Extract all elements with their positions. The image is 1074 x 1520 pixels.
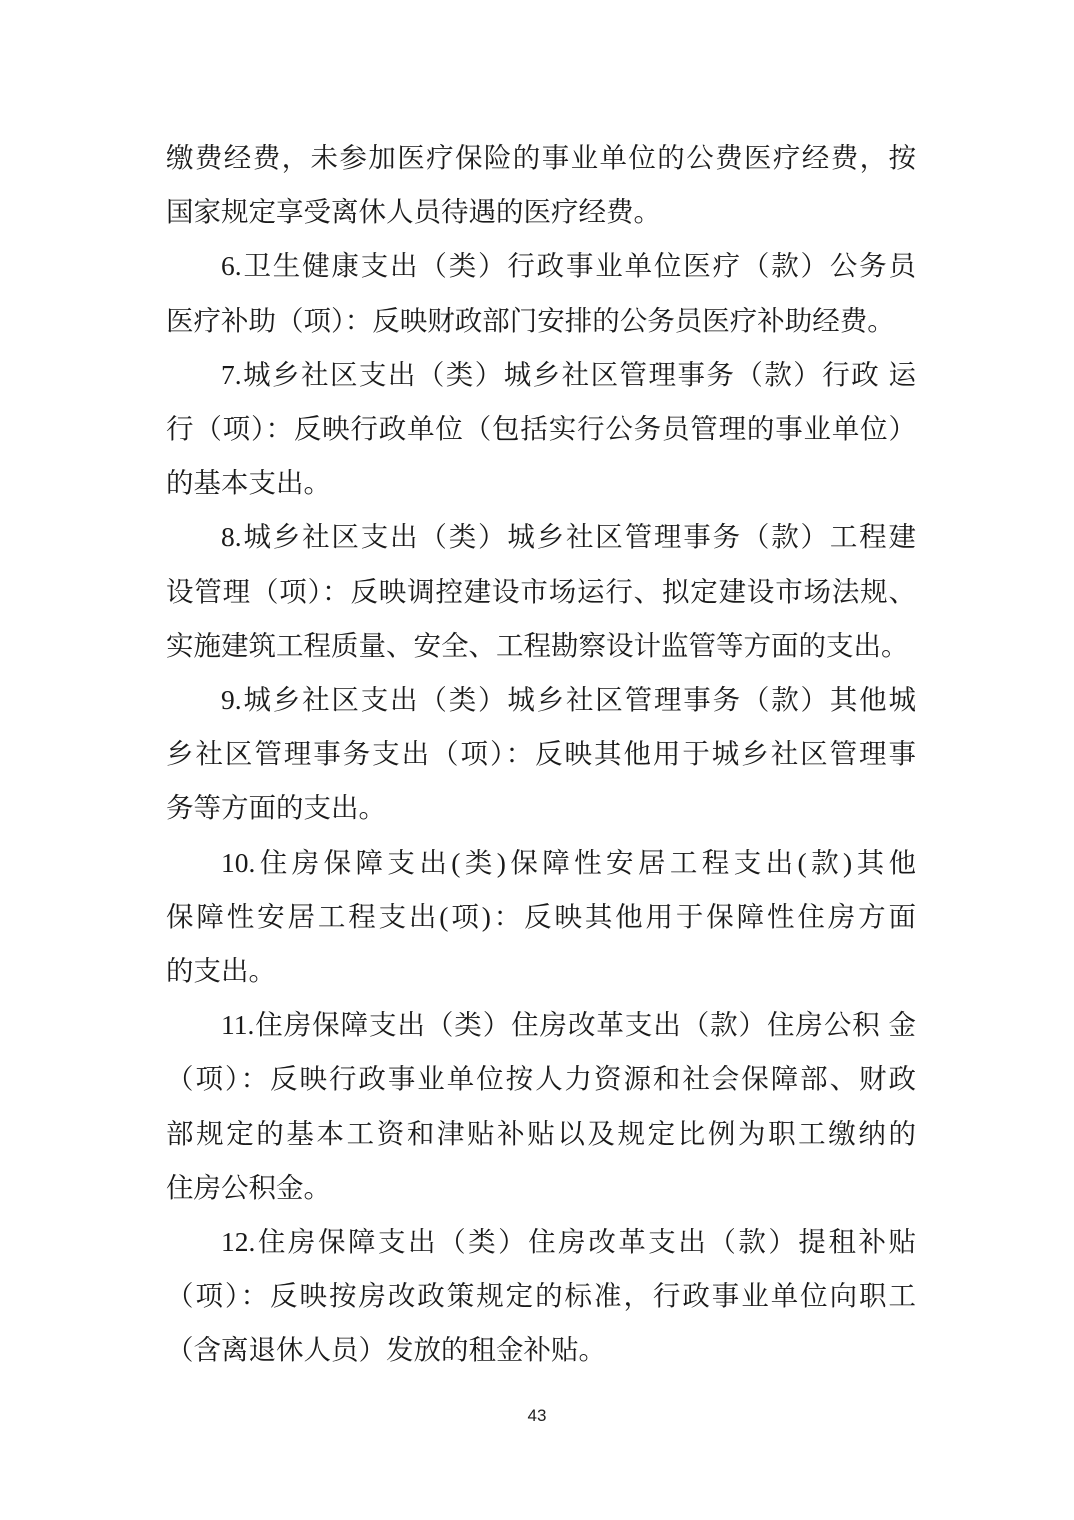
text-line: 住房公积金。 [166, 1171, 331, 1203]
document-content [166, 131, 916, 1378]
text-line: 务等方面的支出。 [166, 792, 386, 824]
paragraph [166, 998, 916, 1215]
paragraph [166, 348, 916, 511]
page-number: 43 [527, 1406, 547, 1425]
text-line: 行（项）：反映行政单位（包括实行公务员管理的事业单位） [166, 413, 916, 445]
text-line: 11.住房保障支出（类）住房改革支出（款）住房公积 金 [221, 1009, 916, 1041]
paragraph [166, 510, 916, 673]
text-line: 部规定的基本工资和津贴补贴以及规定比例为职工缴纳的 [166, 1117, 916, 1149]
text-line: 医疗补助（项）：反映财政部门安排的公务员医疗补助经费。 [166, 304, 895, 336]
text-line: 12.住房保障支出（类）住房改革支出（款）提租补贴 [221, 1226, 916, 1258]
text-line: 实施建筑工程质量、安全、工程勘察设计监管等方面的支出。 [166, 629, 909, 661]
text-line: 设管理（项）：反映调控建设市场运行、拟定建设市场法规、 [166, 575, 916, 607]
paragraph [166, 1215, 916, 1378]
text-line: 6.卫生健康支出（类）行政事业单位医疗（款）公务员 [221, 250, 916, 282]
text-line: 的基本支出。 [166, 467, 331, 499]
text-line: （项）：反映按房改政策规定的标准，行政事业单位向职工 [166, 1280, 916, 1312]
text-line: 保障性安居工程支出(项)：反映其他用于保障性住房方面 [166, 900, 916, 932]
text-line: 的支出。 [166, 955, 276, 987]
paragraph [166, 836, 916, 999]
text-line: 9.城乡社区支出（类）城乡社区管理事务（款）其他城 [221, 684, 916, 716]
text-line: （含离退休人员）发放的租金补贴。 [166, 1334, 606, 1366]
text-line: 10.住房保障支出(类)保障性安居工程支出(款)其他 [221, 846, 916, 878]
text-line: 缴费经费，未参加医疗保险的事业单位的公费医疗经费，按 [166, 142, 916, 173]
text-line: 国家规定享受离休人员待遇的医疗经费。 [166, 196, 661, 228]
paragraph [166, 131, 916, 239]
text-line: 8.城乡社区支出（类）城乡社区管理事务（款）工程建 [221, 521, 916, 553]
text-line: 7.城乡社区支出（类）城乡社区管理事务（款）行政 运 [221, 358, 916, 390]
text-line: （项）：反映行政事业单位按人力资源和社会保障部、财政 [166, 1063, 916, 1095]
paragraph [166, 673, 916, 836]
paragraph [166, 239, 916, 347]
text-line: 乡社区管理事务支出（项）：反映其他用于城乡社区管理事 [166, 738, 916, 770]
